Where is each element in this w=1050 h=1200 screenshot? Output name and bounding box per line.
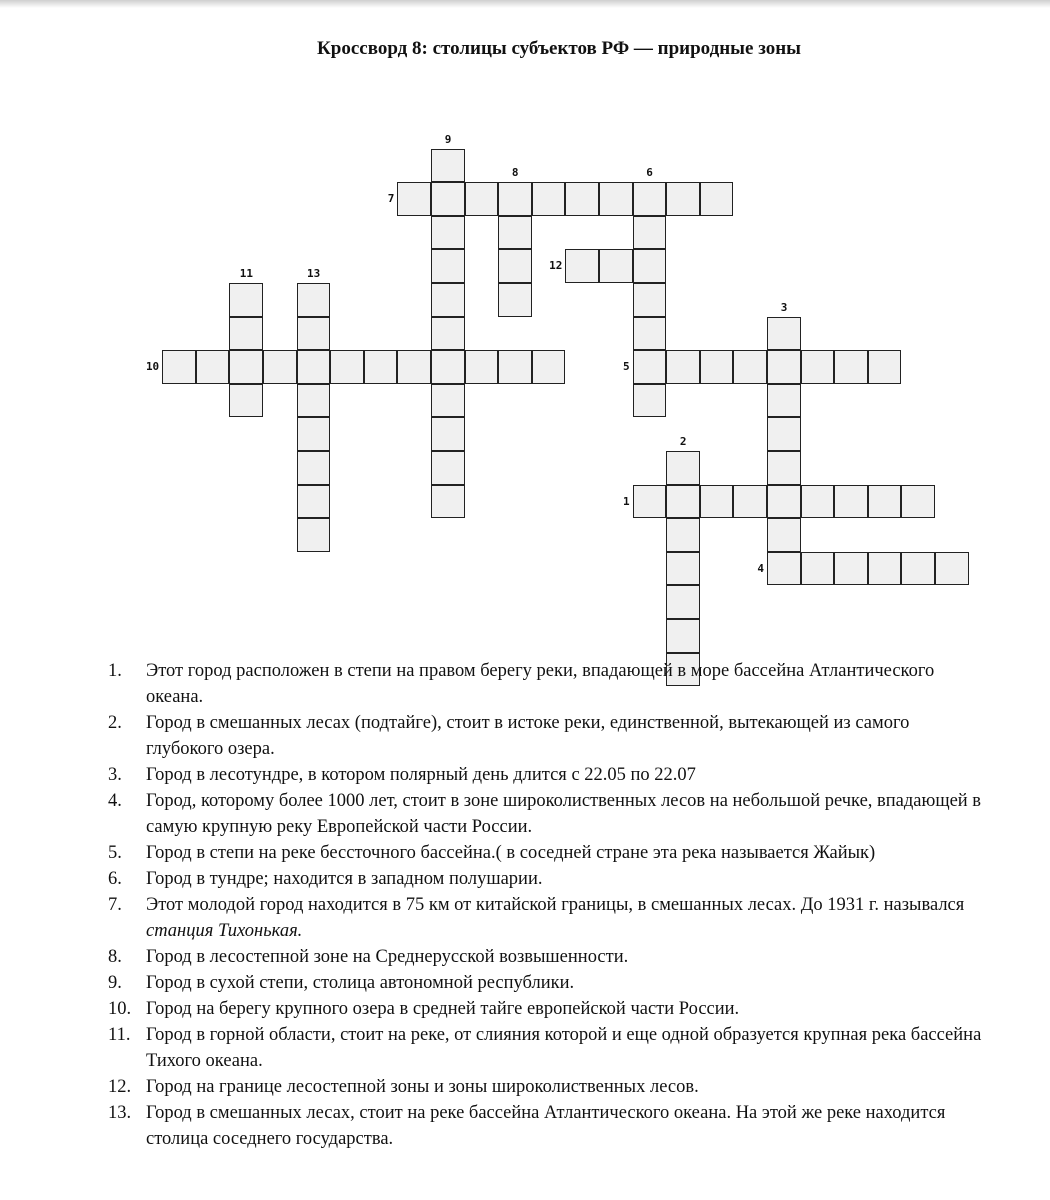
crossword-cell[interactable] (229, 317, 263, 351)
clue-text: Город в лесостепной зоне на Среднерусской возвышенности. (146, 947, 629, 967)
clue-text: Город в степи на реке бессточного бассейна.( в соседней стране эта река называется Жайык) (146, 843, 876, 863)
clue-number-label: 4 (757, 561, 764, 575)
crossword-cell[interactable] (532, 182, 566, 216)
clue-text: Город на границе лесостепной зоны и зоны широколиственных лесов. (146, 1077, 699, 1097)
crossword-cell[interactable] (935, 552, 969, 586)
crossword-cell[interactable] (297, 283, 331, 317)
clue-text: Этот молодой город находится в 75 км от китайской границы, в смешанных лесах. До 1931 г. назывался (146, 895, 965, 915)
crossword-cell[interactable] (431, 216, 465, 250)
crossword-cell[interactable] (565, 182, 599, 216)
crossword-cell[interactable] (162, 350, 196, 384)
clue-text: Город в лесотундре, в котором полярный день длится с 22.05 по 22.07 (146, 765, 696, 785)
crossword-cell[interactable] (431, 317, 465, 351)
crossword-cell[interactable] (633, 485, 667, 519)
crossword-cell[interactable] (767, 317, 801, 351)
clue-number-label: 3 (780, 300, 788, 314)
crossword-cell[interactable] (229, 350, 263, 384)
crossword-cell[interactable] (801, 350, 835, 384)
crossword-cell[interactable] (297, 518, 331, 552)
crossword-cell[interactable] (263, 350, 297, 384)
crossword-cell[interactable] (431, 485, 465, 519)
crossword-cell[interactable] (297, 485, 331, 519)
crossword-cell[interactable] (465, 182, 499, 216)
crossword-cell[interactable] (767, 485, 801, 519)
clue-number-label: 12 (549, 259, 563, 273)
crossword-cell[interactable] (431, 350, 465, 384)
clue-number-label: 7 (387, 192, 395, 206)
crossword-cell[interactable] (834, 552, 868, 586)
clue-text: Город, которому более 1000 лет, стоит в зоне широколиственных лесов на небольшой речке, впадающей в самую крупную реку Европейской части России. (146, 791, 982, 837)
crossword-cell[interactable] (901, 485, 935, 519)
clue-number-label: 8 (511, 166, 519, 180)
clue-number: 2. (108, 713, 122, 733)
crossword-cell[interactable] (633, 182, 667, 216)
crossword-cell[interactable] (666, 485, 700, 519)
clue-number: 6. (108, 869, 122, 889)
crossword-cell[interactable] (868, 485, 902, 519)
crossword-cell[interactable] (532, 350, 566, 384)
crossword-cell[interactable] (633, 317, 667, 351)
crossword-cell[interactable] (767, 350, 801, 384)
crossword-cell[interactable] (498, 283, 532, 317)
crossword-cell[interactable] (599, 182, 633, 216)
clue-number: 8. (108, 947, 122, 967)
clue-italic-text: станция Тихонькая. (146, 921, 303, 941)
crossword-cell[interactable] (633, 249, 667, 283)
crossword-cell[interactable] (633, 216, 667, 250)
crossword-cell[interactable] (498, 249, 532, 283)
crossword-cell[interactable] (196, 350, 230, 384)
clue-number-label: 9 (444, 132, 452, 146)
clue-item (108, 944, 988, 970)
crossword-cell[interactable] (633, 350, 667, 384)
clue-number: 12. (108, 1077, 132, 1097)
clue-text: Город в горной области, стоит на реке, от слияния которой и еще одной образуется крупная река бассейна Тихого океана. (146, 1025, 982, 1071)
clue-number: 13. (108, 1103, 132, 1123)
clue-text: Город в смешанных лесах (подтайге), стоит в истоке реки, единственной, вытекающей из самого глубокого озера. (146, 713, 910, 759)
crossword-cell[interactable] (767, 552, 801, 586)
clue-number: 10. (108, 999, 132, 1019)
crossword-cell[interactable] (666, 552, 700, 586)
crossword-cell[interactable] (700, 485, 734, 519)
crossword-cell[interactable] (297, 451, 331, 485)
crossword-cell[interactable] (767, 384, 801, 418)
clue-number-label: 1 (622, 494, 630, 508)
clue-number: 9. (108, 973, 122, 993)
crossword-cell[interactable] (498, 350, 532, 384)
crossword-cell[interactable] (868, 350, 902, 384)
clue-item (108, 710, 988, 762)
crossword-cell[interactable] (431, 249, 465, 283)
crossword-cell[interactable] (834, 485, 868, 519)
clue-item (108, 996, 988, 1022)
crossword-cell[interactable] (465, 350, 499, 384)
crossword-cell[interactable] (431, 283, 465, 317)
crossword-cell[interactable] (666, 619, 700, 653)
clue-text: Город на берегу крупного озера в средней тайге европейской части России. (146, 999, 740, 1019)
crossword-cell[interactable] (901, 552, 935, 586)
crossword-cell[interactable] (801, 552, 835, 586)
clue-number: 7. (108, 895, 122, 915)
crossword-cell[interactable] (431, 149, 465, 183)
crossword-cell[interactable] (431, 451, 465, 485)
clue-number-label: 11 (239, 267, 254, 280)
page-title: Кроссворд 8: столицы субъектов РФ — природные зоны (317, 38, 801, 59)
clue-item (108, 1100, 988, 1152)
clue-number-label: 6 (646, 166, 653, 180)
crossword-cell[interactable] (666, 585, 700, 619)
clue-number-label: 13 (306, 267, 321, 280)
clue-text: Этот город расположен в степи на правом берегу реки, впадающей в море бассейна Атлантического океана. (146, 661, 935, 707)
crossword-cell[interactable] (868, 552, 902, 586)
clue-number-label: 2 (679, 435, 687, 448)
clue-number: 1. (108, 661, 122, 681)
crossword-cell[interactable] (330, 350, 364, 384)
crossword-cell[interactable] (498, 216, 532, 250)
clue-list (108, 658, 988, 1152)
crossword-cell[interactable] (364, 350, 398, 384)
clue-item (108, 892, 988, 944)
crossword-cell[interactable] (633, 283, 667, 317)
clue-item (108, 1074, 988, 1100)
clue-item (108, 866, 988, 892)
clue-text: Город в смешанных лесах, стоит на реке бассейна Атлантического океана. На этой же реке находится столица соседнего государства. (146, 1103, 946, 1149)
crossword-cell[interactable] (229, 283, 263, 317)
crossword-cell[interactable] (733, 350, 767, 384)
crossword-cell[interactable] (599, 249, 633, 283)
crossword-cell[interactable] (834, 350, 868, 384)
crossword-cell[interactable] (565, 249, 599, 283)
crossword-cell[interactable] (700, 182, 734, 216)
crossword-cell[interactable] (431, 182, 465, 216)
clue-item (108, 970, 988, 996)
clue-text: Город в тундре; находится в западном полушарии. (146, 869, 543, 889)
clue-item (108, 762, 988, 788)
crossword-cell[interactable] (297, 417, 331, 451)
crossword-cell[interactable] (498, 182, 532, 216)
clue-number: 5. (108, 843, 122, 863)
crossword-cell[interactable] (297, 317, 331, 351)
crossword-cell[interactable] (767, 518, 801, 552)
crossword-cell[interactable] (666, 182, 700, 216)
clue-item (108, 658, 988, 710)
clue-item (108, 840, 988, 866)
crossword-cell[interactable] (767, 417, 801, 451)
crossword-cell[interactable] (229, 384, 263, 418)
clue-number: 11. (108, 1025, 131, 1045)
crossword-cell[interactable] (633, 384, 667, 418)
clue-number-label: 10 (145, 360, 160, 374)
crossword-cell[interactable] (666, 350, 700, 384)
crossword-cell[interactable] (801, 485, 835, 519)
crossword-cell[interactable] (431, 417, 465, 451)
crossword-cell[interactable] (666, 518, 700, 552)
crossword-cell[interactable] (297, 350, 331, 384)
clue-item (108, 1022, 988, 1074)
clue-number-label: 5 (622, 360, 630, 374)
crossword-cell[interactable] (733, 485, 767, 519)
crossword-cell[interactable] (666, 451, 700, 485)
crossword-cell[interactable] (700, 350, 734, 384)
crossword-cell[interactable] (397, 350, 431, 384)
clue-text: Город в сухой степи, столица автономной республики. (146, 973, 575, 993)
crossword-cell[interactable] (297, 384, 331, 418)
clue-number: 4. (108, 791, 122, 811)
clue-number: 3. (108, 765, 122, 785)
crossword-cell[interactable] (767, 451, 801, 485)
crossword-cell[interactable] (397, 182, 431, 216)
clue-item (108, 788, 988, 840)
crossword-cell[interactable] (431, 384, 465, 418)
